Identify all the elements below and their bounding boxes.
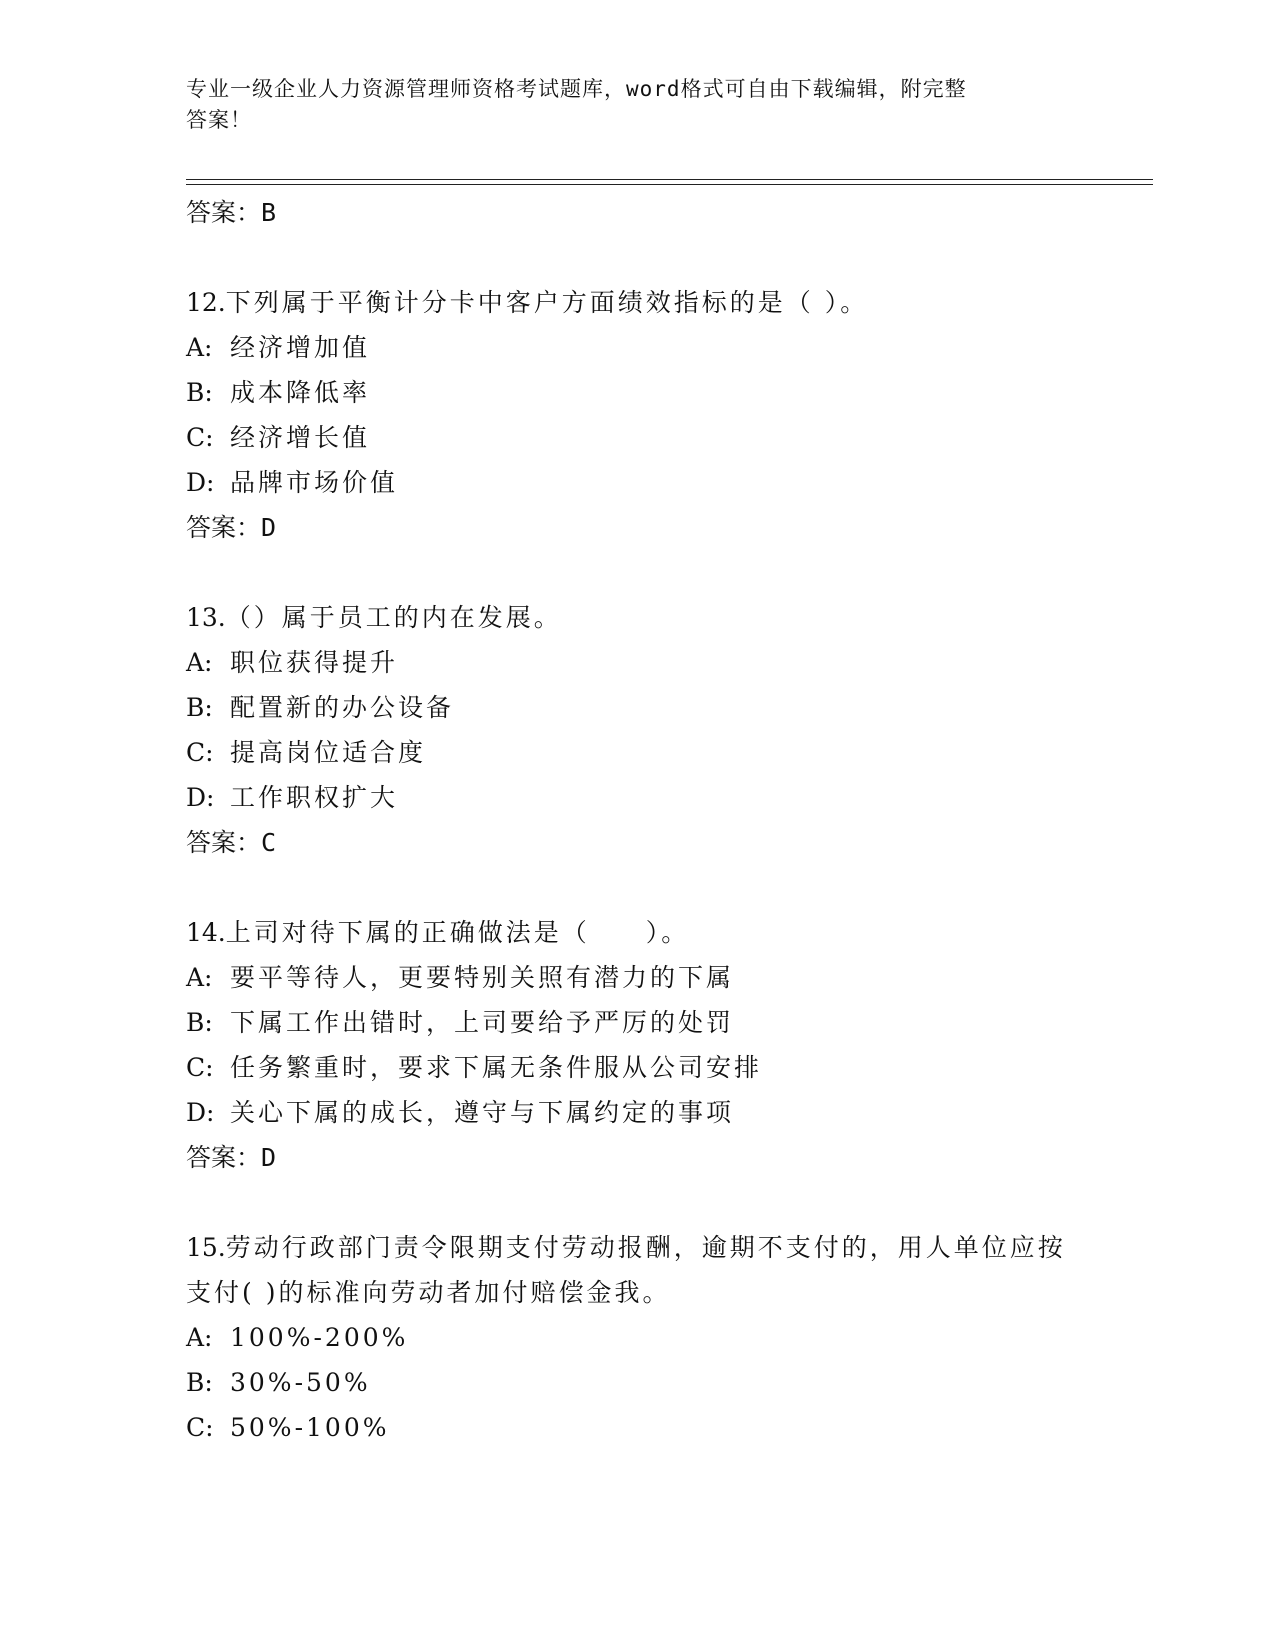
question-item (186, 595, 1086, 865)
option-text: 提高岗位适合度 (230, 738, 427, 767)
option-b (186, 370, 1086, 415)
option-a (186, 955, 1086, 1000)
answer-prefix: 答案： (186, 1143, 262, 1172)
option-letter: B: (186, 1368, 213, 1397)
answer-line (186, 190, 1086, 235)
option-text: 50%-100% (230, 1413, 390, 1442)
question-text: 上司对待下属的正确做法是（ ）。 (225, 918, 690, 947)
option-text: 工作职权扩大 (230, 783, 399, 812)
option-letter: A: (186, 648, 213, 677)
option-text: 成本降低率 (230, 378, 371, 407)
option-d (186, 775, 1086, 820)
option-letter: B: (186, 1008, 213, 1037)
option-c (186, 730, 1086, 775)
option-text: 品牌市场价值 (230, 468, 399, 497)
option-a (186, 640, 1086, 685)
option-d (186, 1090, 1086, 1135)
answer-line (186, 1135, 1086, 1180)
question-item (186, 1225, 1086, 1450)
question-text: （）属于员工的内在发展。 (225, 603, 562, 632)
option-text: 关心下属的成长，遵守与下属约定的事项 (230, 1098, 735, 1127)
question-text: 下列属于平衡计分卡中客户方面绩效指标的是（ ）。 (225, 288, 869, 317)
option-letter: B: (186, 693, 213, 722)
header-line-2: 答案！ (186, 108, 252, 132)
option-letter: C: (186, 738, 214, 767)
header-line-1: 专业一级企业人力资源管理师资格考试题库，word格式可自由下载编辑，附完整 (186, 77, 967, 101)
option-text: 要平等待人，更要特别关照有潜力的下属 (230, 963, 735, 992)
option-text: 任务繁重时，要求下属无条件服从公司安排 (230, 1053, 763, 1082)
answer-value: C (261, 828, 277, 857)
question-item (186, 910, 1086, 1180)
question-item (186, 280, 1086, 550)
question-number: 12. (186, 288, 226, 317)
question-stem (186, 280, 1086, 325)
option-text: 配置新的办公设备 (230, 693, 455, 722)
option-letter: A: (186, 1323, 213, 1352)
option-d (186, 460, 1086, 505)
option-letter: A: (186, 333, 213, 362)
option-letter: C: (186, 423, 214, 452)
answer-prefix: 答案： (186, 198, 262, 227)
question-stem (186, 910, 1086, 955)
option-letter: D: (186, 468, 215, 497)
option-c (186, 1045, 1086, 1090)
option-text: 30%-50% (230, 1368, 371, 1397)
question-list (186, 190, 1086, 1450)
option-letter: C: (186, 1053, 214, 1082)
question-text: 劳动行政部门责令限期支付劳动报酬，逾期不支付的，用人单位应按支付( )的标准向劳动者加付赔偿金我。 (186, 1233, 1066, 1307)
option-b (186, 685, 1086, 730)
answer-value: D (261, 1143, 277, 1172)
question-number: 13. (186, 603, 226, 632)
option-b (186, 1000, 1086, 1045)
option-letter: C: (186, 1413, 214, 1442)
question-stem (186, 1225, 1086, 1315)
option-text: 经济增加值 (230, 333, 371, 362)
option-a (186, 1315, 1086, 1360)
option-letter: B: (186, 378, 213, 407)
option-b (186, 1360, 1086, 1405)
answer-prefix: 答案： (186, 513, 262, 542)
answer-value: B (261, 198, 277, 227)
option-text: 职位获得提升 (230, 648, 399, 677)
answer-line (186, 505, 1086, 550)
option-text: 下属工作出错时，上司要给予严厉的处罚 (230, 1008, 735, 1037)
option-letter: A: (186, 963, 213, 992)
option-letter: D: (186, 1098, 215, 1127)
option-a (186, 325, 1086, 370)
answer-line (186, 820, 1086, 865)
option-c (186, 415, 1086, 460)
option-text: 经济增长值 (230, 423, 371, 452)
question-stem (186, 595, 1086, 640)
option-letter: D: (186, 783, 215, 812)
header-divider-top (186, 179, 1153, 180)
option-c (186, 1405, 1086, 1450)
answer-value: D (261, 513, 277, 542)
header-divider-bottom (186, 184, 1153, 185)
option-text: 100%-200% (230, 1323, 409, 1352)
question-number: 15. (186, 1233, 226, 1262)
document-header (186, 74, 1066, 136)
question-number: 14. (186, 918, 226, 947)
answer-prefix: 答案： (186, 828, 262, 857)
